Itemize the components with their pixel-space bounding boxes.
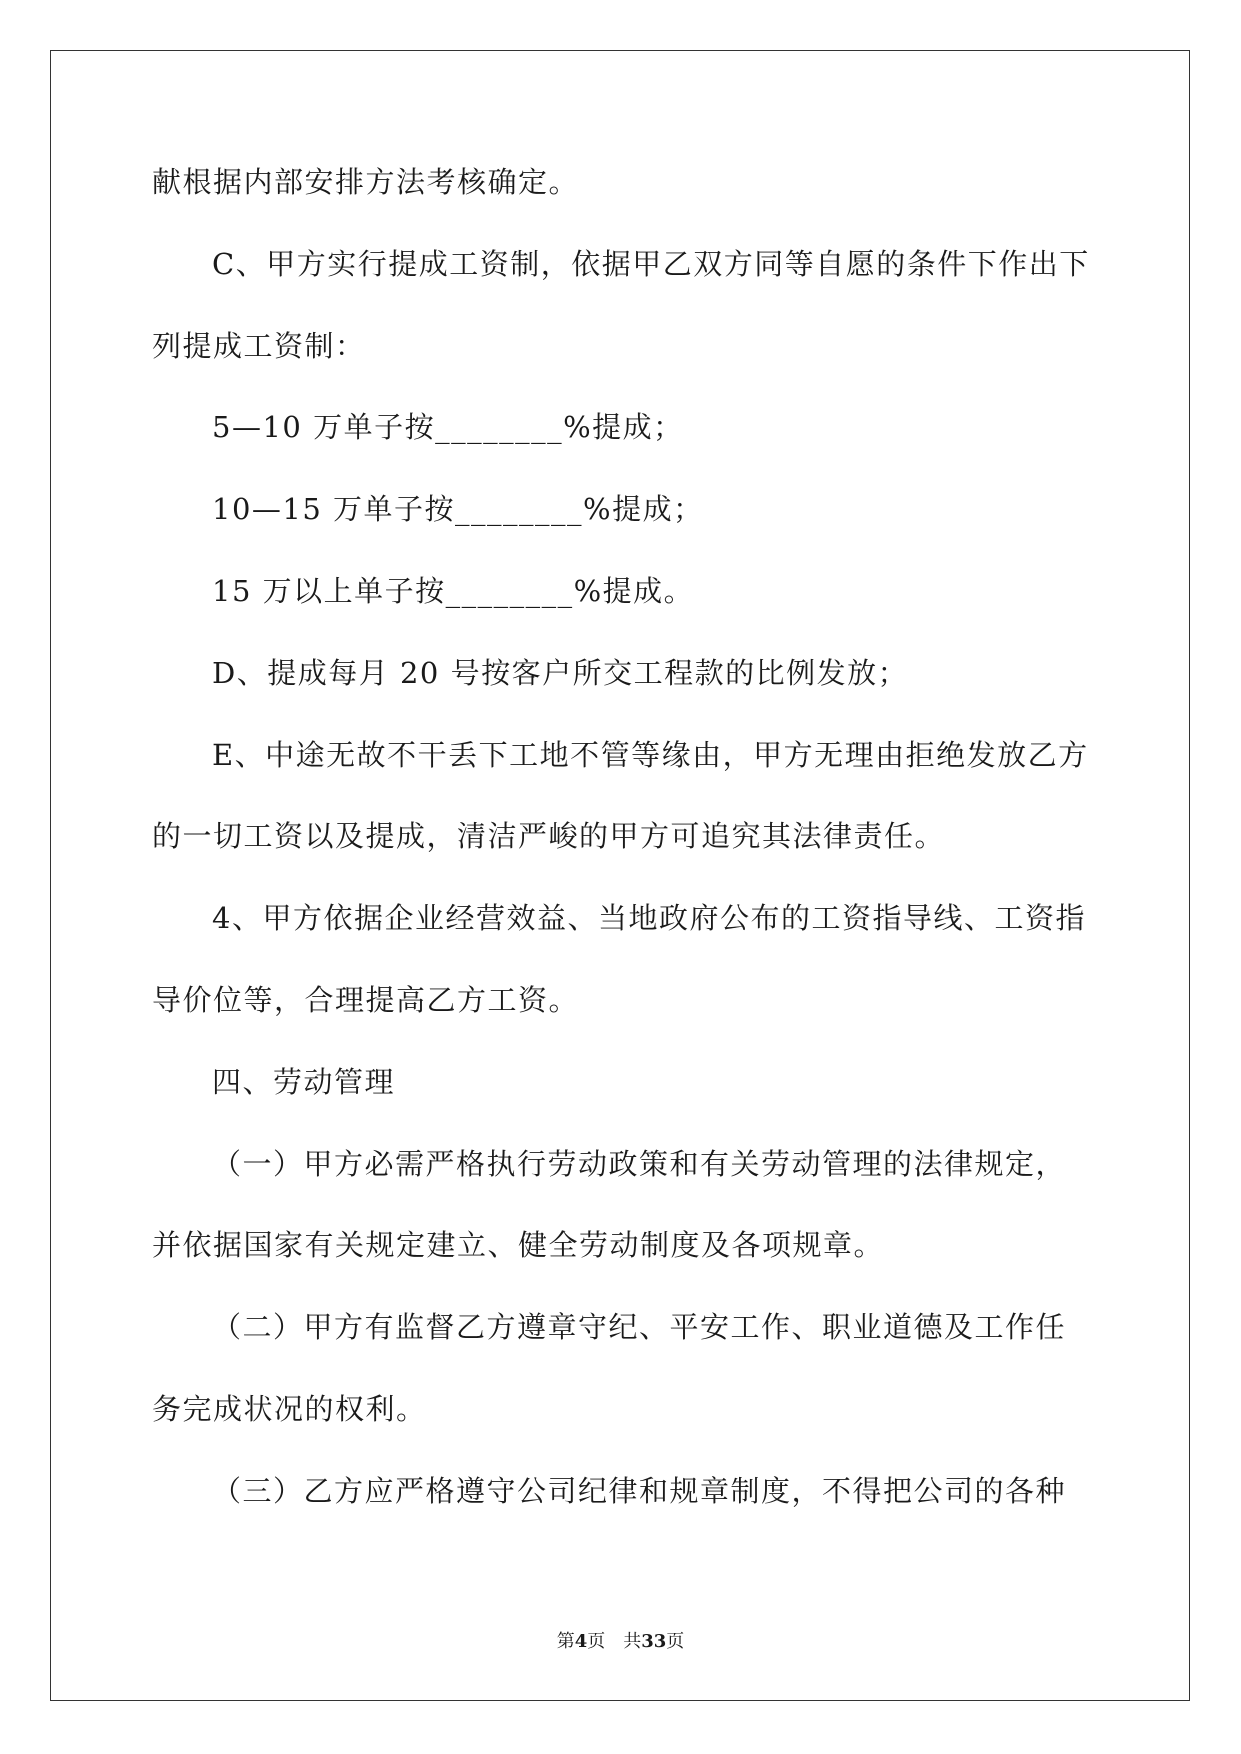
footer-total-pages: 33 xyxy=(641,1631,667,1652)
text-line: 5—10 万单子按________%提成； xyxy=(212,410,684,445)
text-line: （一）甲方必需严格执行劳动政策和有关劳动管理的法律规定， xyxy=(212,1146,1067,1181)
text-line: 并依据国家有关规定建立、健全劳动制度及各项规章。 xyxy=(152,1228,885,1263)
footer-suffix: 页 xyxy=(666,1631,685,1652)
text-line: C、甲方实行提成工资制，依据甲乙双方同等自愿的条件下作出下 xyxy=(212,246,1090,281)
text-line: 列提成工资制： xyxy=(152,328,366,363)
text-line: 导价位等，合理提高乙方工资。 xyxy=(152,982,580,1017)
text-line: E、中途无故不干丢下工地不管等缘由，甲方无理由拒绝发放乙方 xyxy=(212,737,1089,772)
footer-prefix: 第 xyxy=(556,1631,575,1652)
text-line: 的一切工资以及提成，清洁严峻的甲方可追究其法律责任。 xyxy=(152,819,946,854)
text-line: 4、甲方依据企业经营效益、当地政府公布的工资指导线、工资指 xyxy=(212,901,1086,936)
footer-middle: 页 共 xyxy=(587,1631,642,1652)
text-line: （二）甲方有监督乙方遵章守纪、平安工作、职业道德及工作任 xyxy=(212,1310,1067,1345)
text-line: 15 万以上单子按________%提成。 xyxy=(212,573,695,608)
document-body xyxy=(152,160,1090,1551)
text-line: （三）乙方应严格遵守公司纪律和规章制度，不得把公司的各种 xyxy=(212,1473,1067,1508)
page-footer xyxy=(0,1627,1241,1653)
section-heading: 四、劳动管理 xyxy=(212,1064,396,1099)
text-line: 10—15 万单子按________%提成； xyxy=(212,492,704,527)
footer-page-number: 4 xyxy=(574,1631,588,1652)
text-line: 献根据内部安排方法考核确定。 xyxy=(152,165,580,199)
text-line: 务完成状况的权利。 xyxy=(152,1391,427,1426)
text-line: D、提成每月 20 号按客户所交工程款的比例发放； xyxy=(212,655,909,690)
